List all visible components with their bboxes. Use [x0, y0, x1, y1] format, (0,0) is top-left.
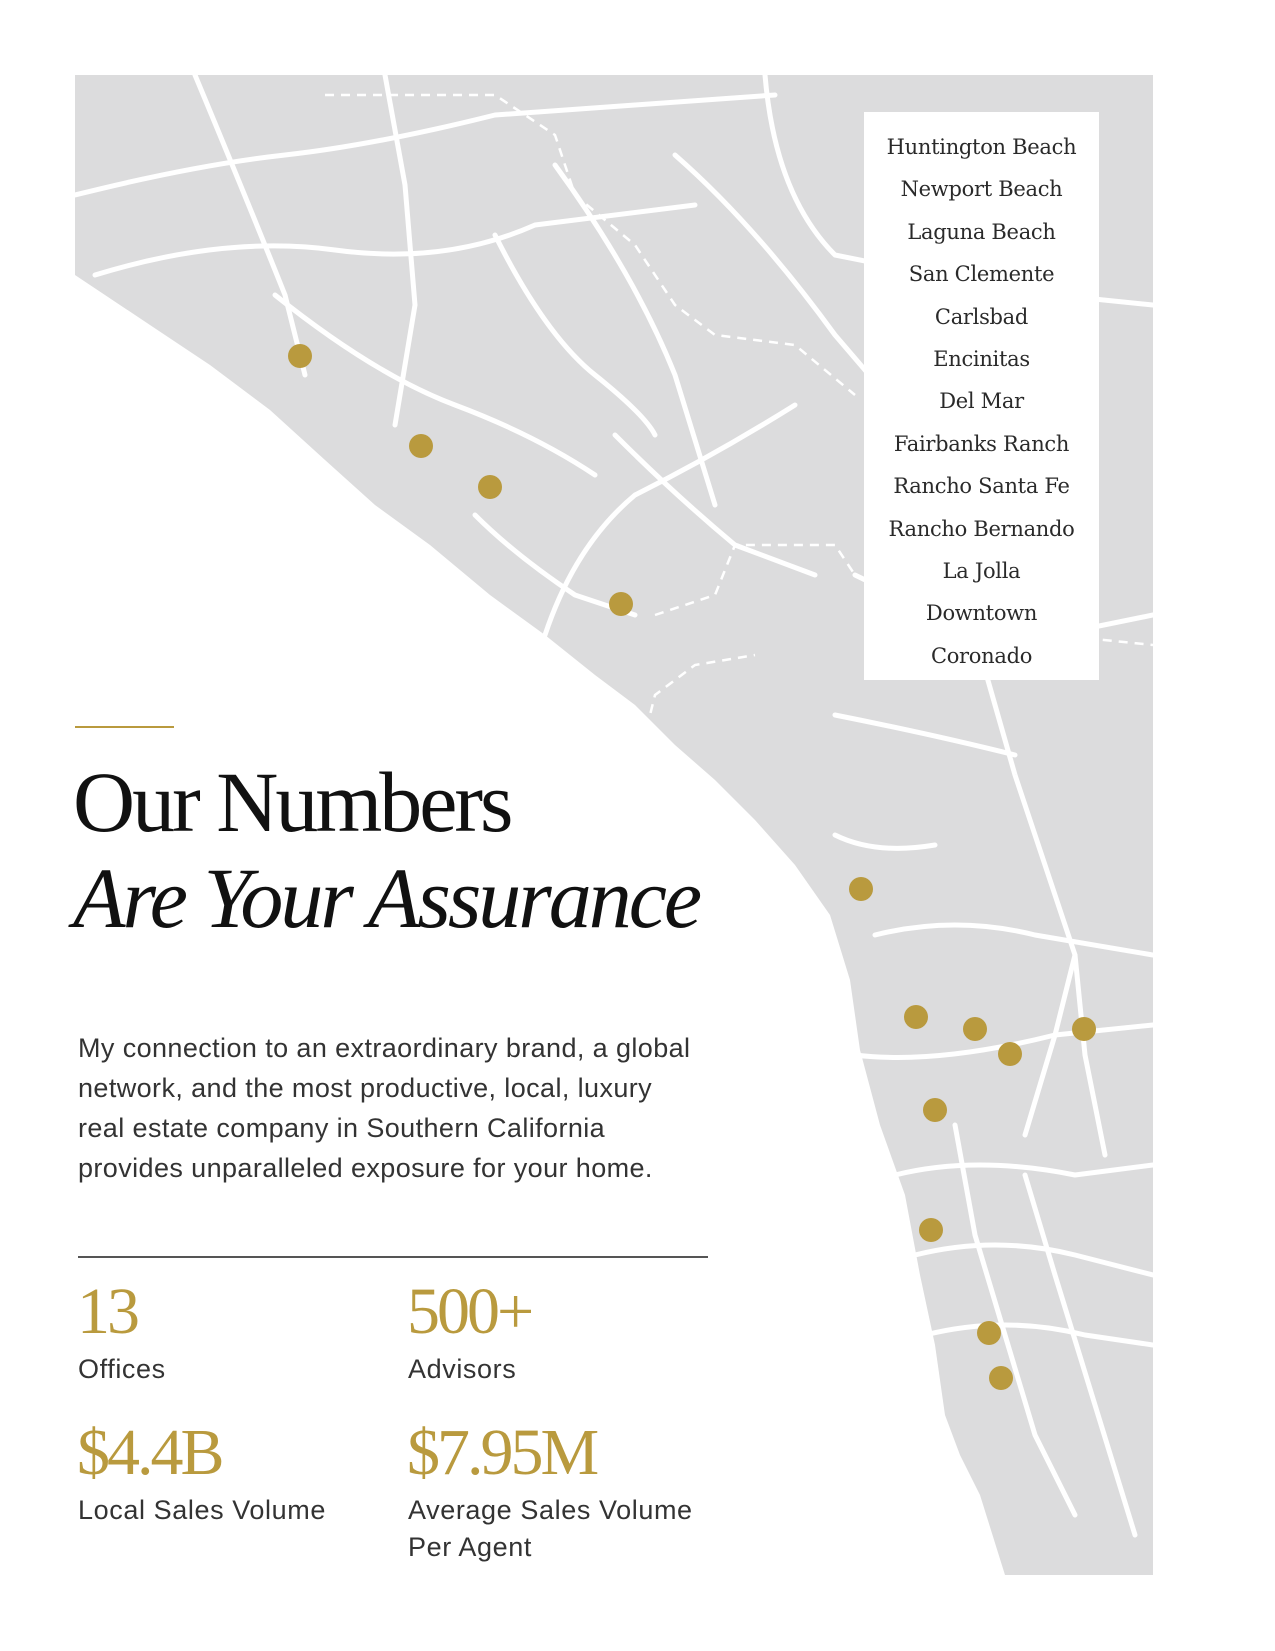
location-item: Laguna Beach — [907, 219, 1056, 244]
location-item: Encinitas — [933, 346, 1030, 371]
location-item: Rancho Bernando — [888, 516, 1075, 541]
location-marker — [478, 475, 502, 499]
stat-offices-label: Offices — [78, 1354, 166, 1384]
location-marker — [849, 877, 873, 901]
stat-avg-sales-label: Average Sales Volume — [408, 1495, 693, 1525]
stat-advisors-label: Advisors — [408, 1354, 517, 1384]
location-item: Del Mar — [939, 389, 1024, 414]
location-marker — [998, 1042, 1022, 1066]
location-item: Newport Beach — [900, 177, 1063, 202]
stat-local-sales-value: $4.4B — [77, 1416, 222, 1489]
location-marker — [919, 1218, 943, 1242]
location-marker — [963, 1017, 987, 1041]
location-item: Fairbanks Ranch — [893, 431, 1070, 456]
location-marker — [904, 1005, 928, 1029]
section-divider — [78, 1256, 708, 1258]
intro-paragraph: My connection to an extraordinary brand, a global network, and the most productive, local, luxury real estate company in Southern California provides unparalleled exposure for your home. — [78, 1033, 691, 1183]
stat-advisors-value: 500+ — [407, 1275, 532, 1348]
stat-avg-sales-label-2: Per Agent — [408, 1532, 532, 1562]
stat-local-sales-label: Local Sales Volume — [78, 1495, 326, 1525]
location-marker — [989, 1366, 1013, 1390]
location-item: Carlsbad — [934, 304, 1029, 329]
location-marker — [1072, 1017, 1096, 1041]
page-title: Our Numbers — [73, 754, 511, 850]
location-marker — [609, 592, 633, 616]
location-item: Huntington Beach — [886, 135, 1077, 159]
location-item: Downtown — [925, 601, 1038, 626]
location-item: Rancho Santa Fe — [893, 474, 1070, 499]
stat-offices-value: 13 — [77, 1275, 137, 1348]
location-marker — [923, 1098, 947, 1122]
locations-list — [864, 112, 1099, 680]
location-marker — [409, 434, 433, 458]
location-marker — [977, 1321, 1001, 1345]
location-item: San Clemente — [908, 262, 1055, 287]
heading-accent-rule — [75, 726, 174, 728]
page-subtitle: Are Your Assurance — [73, 850, 700, 946]
location-item: Coronado — [930, 643, 1033, 668]
location-marker — [288, 344, 312, 368]
location-item: La Jolla — [942, 558, 1021, 583]
stat-avg-sales-value: $7.95M — [407, 1416, 597, 1489]
